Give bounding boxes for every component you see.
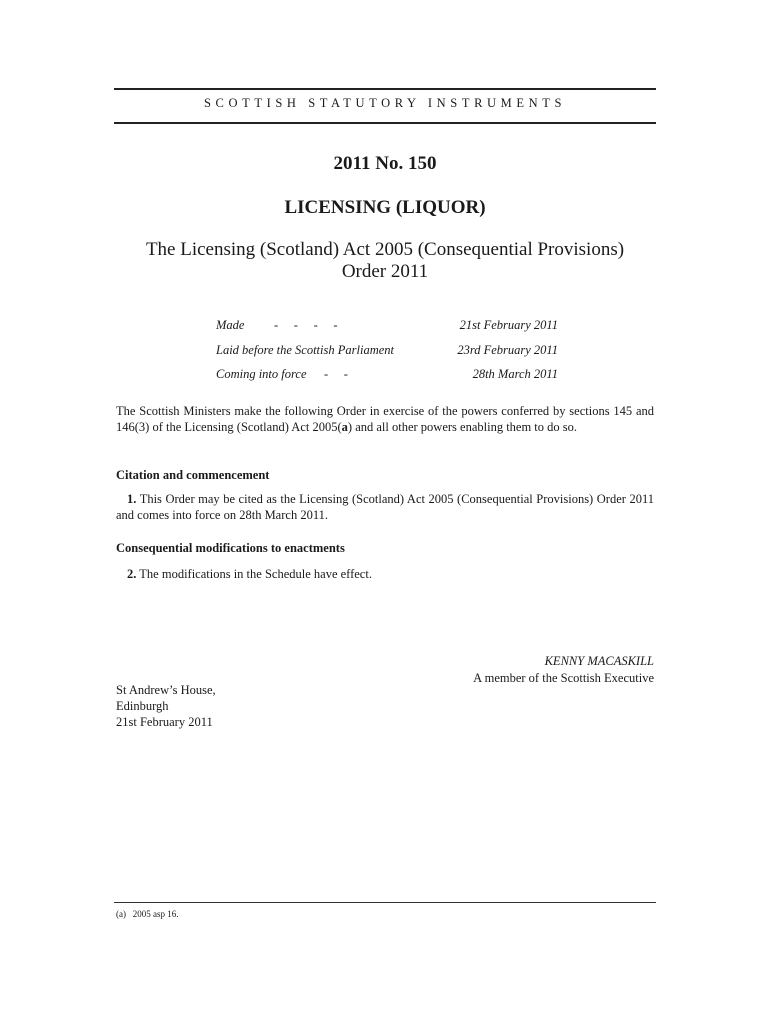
title-line-2: Order 2011	[341, 261, 429, 282]
signatory-role: A member of the Scottish Executive	[473, 671, 654, 685]
date-label: Laid before the Scottish Parliament	[216, 342, 394, 357]
footnote-marker: (a)	[116, 909, 126, 919]
date-row-made	[216, 318, 558, 343]
address-block	[116, 682, 216, 730]
signatory-name: KENNY MACASKILL	[544, 654, 654, 668]
top-rule	[114, 88, 656, 90]
date-label: Coming into force	[216, 367, 307, 381]
date-row-in-force	[216, 367, 558, 392]
instrument-title	[114, 239, 656, 283]
preamble-text-end: ) and all other powers enabling them to do so.	[347, 420, 578, 434]
date-value: 28th March 2011	[472, 367, 558, 381]
date-value: 21st February 2011	[459, 318, 558, 332]
address-date: 21st February 2011	[116, 715, 213, 729]
section-paragraph	[116, 566, 654, 582]
footnote-text: 2005 asp 16.	[132, 909, 179, 919]
series-heading: SCOTTISH STATUTORY INSTRUMENTS	[203, 96, 567, 110]
footnote-ref: a	[341, 420, 348, 434]
date-label: Made	[216, 318, 245, 332]
title-line-1: The Licensing (Scotland) Act 2005 (Consequential Provisions)	[145, 239, 625, 260]
section-text: The modifications in the Schedule have effect.	[139, 567, 372, 581]
footnote-rule	[114, 902, 656, 903]
section-number: 2.	[127, 567, 137, 581]
section-heading: Citation and commencement	[116, 468, 270, 482]
date-row-laid	[216, 343, 558, 368]
leader-dashes: - -	[324, 367, 348, 381]
leader-dashes: - - - -	[274, 318, 338, 332]
preamble	[116, 403, 654, 435]
footnote	[116, 909, 179, 919]
date-value: 23rd February 2011	[457, 342, 558, 357]
signature-block	[473, 653, 654, 687]
section-paragraph	[116, 491, 654, 523]
dates-table	[216, 318, 558, 392]
header-rule	[114, 122, 656, 124]
section-heading: Consequential modifications to enactments	[116, 541, 345, 555]
section-number: 1.	[127, 492, 137, 506]
preamble-text: The Scottish Ministers make the following Order in exercise of the powers conferred by sections 145 and 146(3) of the Licensing (Scotland) Act 2005(	[116, 404, 654, 434]
address-line-1: St Andrew’s House,	[116, 683, 216, 697]
section-text: This Order may be cited as the Licensing (Scotland) Act 2005 (Consequential Provisions) Order 2011 and comes into force on 28th March 2011.	[116, 492, 654, 522]
address-line-2: Edinburgh	[116, 699, 169, 713]
instrument-number: 2011 No. 150	[333, 153, 437, 174]
instrument-subject: LICENSING (LIQUOR)	[284, 197, 486, 218]
